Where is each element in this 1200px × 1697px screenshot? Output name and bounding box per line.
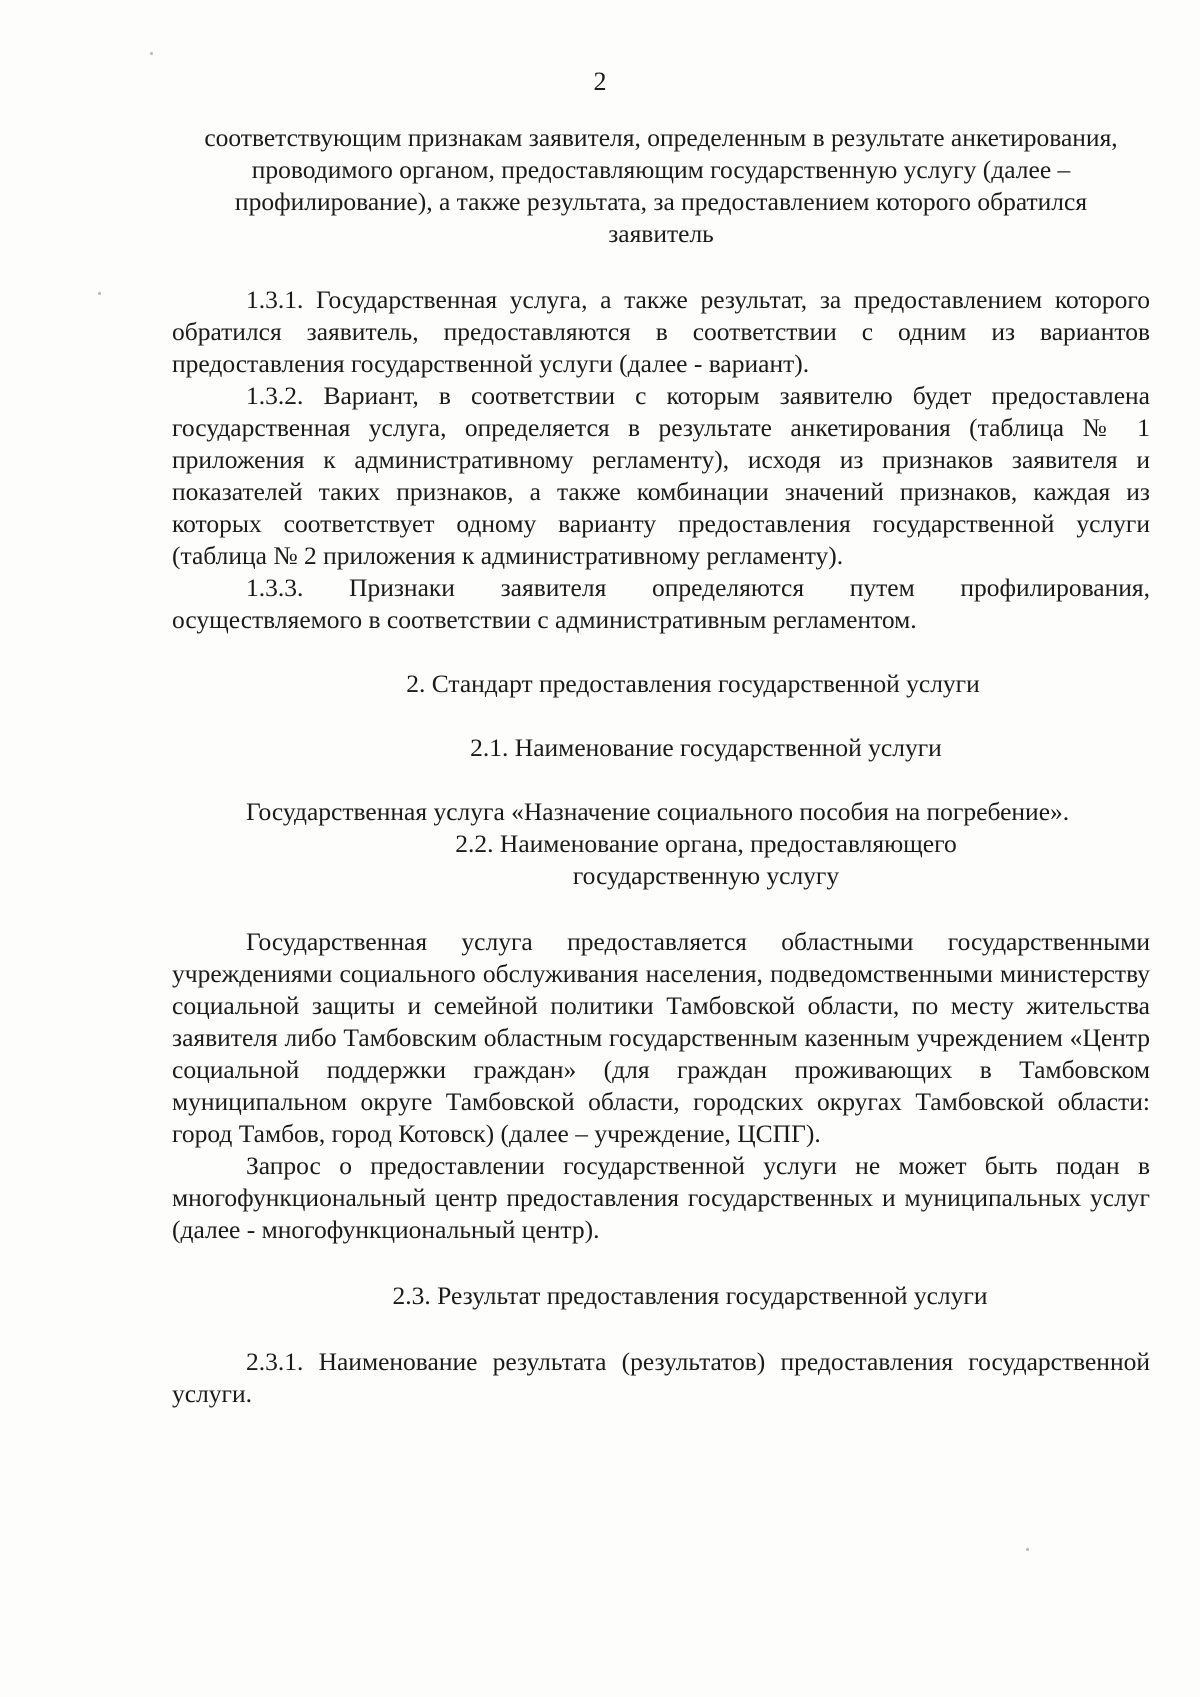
paragraph-1-3-1: 1.3.1. Государственная услуга, а также результат, за предоставлением которого обратился заявитель, предоставляются в соответствии с одним из вариантов предоставления государственной услуги (далее - вариант). [172,285,1150,378]
spacer [172,700,1150,732]
section-2-2-heading-line1: 2.2. Наименование органа, предоставляющего [455,829,957,858]
scan-speck [98,292,101,295]
spacer [172,250,1150,284]
section-2-1-heading: 2.1. Наименование государственной услуги [470,733,942,762]
paragraph-2-2-2: Запрос о предоставлении государственной услуги не может быть подан в многофункциональный центр предоставления государственных и муниципальных услуг (далее - многофункциональный центр). [172,1151,1150,1244]
spacer [172,1312,1150,1346]
spacer [172,764,1150,796]
document-body [172,122,1150,1410]
scan-speck [1026,1548,1029,1551]
paragraph-1-3-2: 1.3.2. Вариант, в соответствии с которым заявителю будет предоставлена государственная услуга, определяется в результате анкетирования (таблица № 1 приложения к административному регламенту), исходя из признаков заявителя и показателей таких признаков, а также комбинации значений признаков, каждая из которых соответствует одному варианту предоставления государственной услуги (таблица № 2 приложения к административному регламенту). [172,381,1150,570]
spacer [172,892,1150,926]
spacer [172,636,1150,668]
section-2-3-heading: 2.3. Результат предоставления государственной услуги [392,1281,988,1310]
paragraph-2-3-1: 2.3.1. Наименование результата (результатов) предоставления государственной услуги. [172,1347,1150,1408]
intro-heading-text: соответствующим признакам заявителя, определенным в результате анкетирования, проводимого органом, предоставляющим государственную услугу (далее – профилирование), а также результата, за предоставлением которого обратился заявитель [204,123,1118,248]
section-2-2-heading-line2: государственную услугу [572,861,840,890]
section-2-heading: 2. Стандарт предоставления государственной услуги [406,669,980,698]
page-number: 2 [593,67,607,96]
paragraph-2-1: Государственная услуга «Назначение социального пособия на погребение». [246,797,1070,826]
spacer [172,1246,1150,1280]
scan-speck [150,52,153,55]
paragraph-2-2-1: Государственная услуга предоставляется областными государственными учреждениями социального обслуживания населения, подведомственными министерству социальной защиты и семейной политики Тамбовской области, по месту жительства заявителя либо Тамбовским областным государственным казенным учреждением «Центр социальной поддержки граждан» (для граждан проживающих в Тамбовском муниципальном округе Тамбовской области, городских округах Тамбовской области: город Тамбов, город Котовск) (далее – учреждение, ЦСПГ). [172,927,1150,1148]
paragraph-1-3-3: 1.3.3. Признаки заявителя определяются путем профилирования, осуществляемого в соответствии с административным регламентом. [172,573,1150,634]
